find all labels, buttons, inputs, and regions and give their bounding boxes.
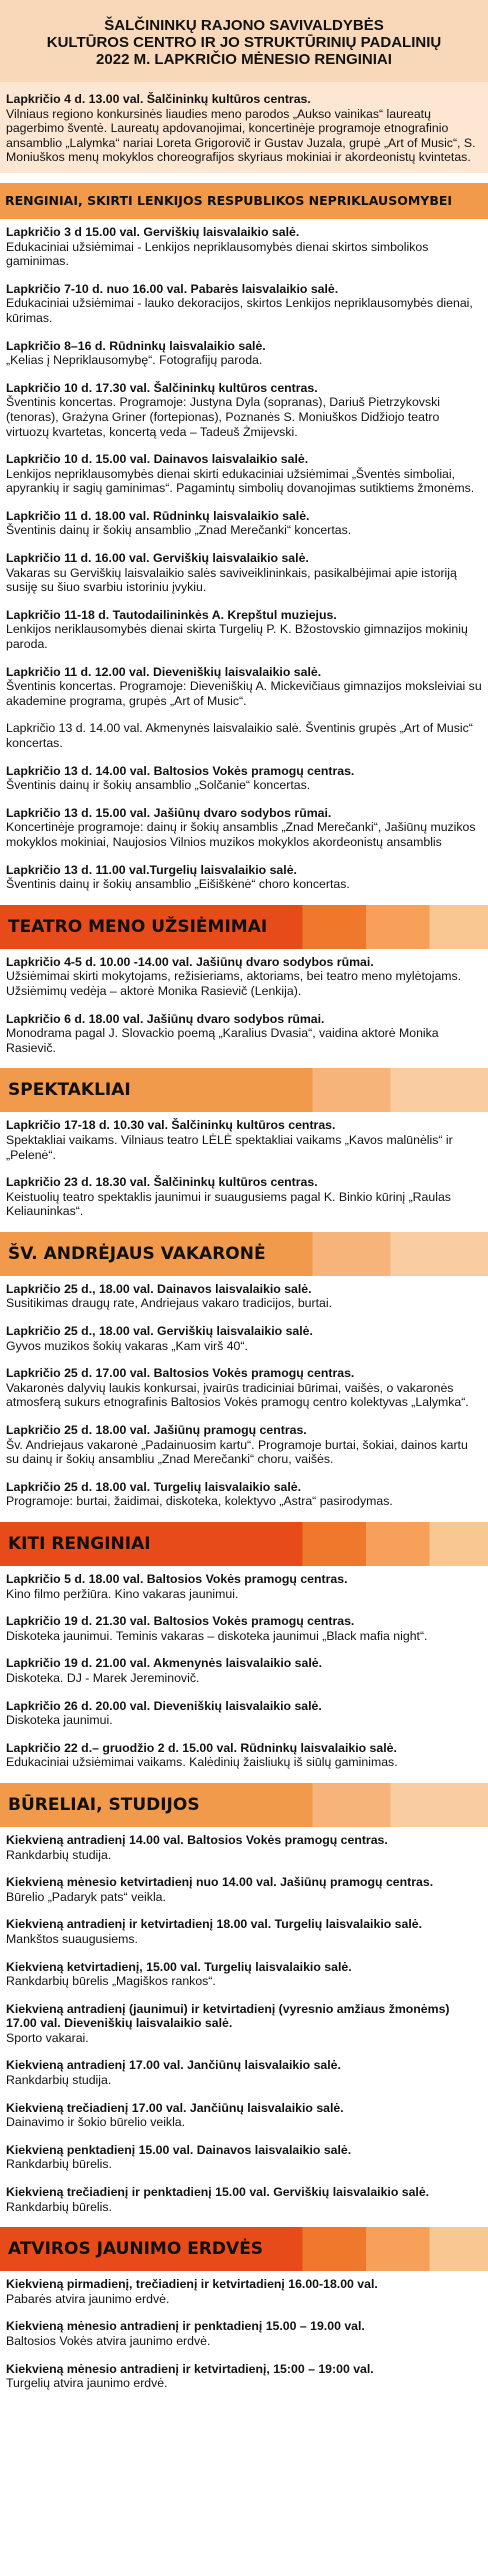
entry-description: Šventinis koncertas. Programoje: Justyna Dyla (sopranas), Dariuš Pietrzykovski (tenoras), Grażyna Griner (fortepionas), Poznanės S. Moniuškos Didžiojo teatro virtuozų kvartetas, koncertą veda – Tadeuš Żmijevski.: [6, 395, 440, 439]
event-entry: [6, 2101, 482, 2130]
intro-entry: [0, 82, 488, 173]
entry-date-venue: Kiekvieną penktadienį 15.00 val. Dainavos laisvalaikio salė.: [6, 2142, 352, 2157]
entry-date-venue: Lapkričio 8–16 d. Rūdninkų laisvalaikio salė.: [6, 338, 266, 353]
section-heading: ŠV. ANDRĖJAUS VAKARONĖ: [8, 1243, 266, 1264]
entry-description: Vakaronės dalyvių laukis konkursai, įvairūs tradiciniai būrimai, vaišės, o vakaronės atmosferą sukurs etnografinis Baltosios Vokės pramogų centro kolektyvas „Lalymka“.: [6, 1380, 469, 1410]
event-entry: [6, 2319, 482, 2348]
entry-description: Vakaras su Gerviškių laisvalaikio salės saviveiklininkais, pasikalbėjimai apie istoriją susiję su šiuo svarbiu istoriniu įvykiu.: [6, 565, 457, 595]
poster-title-box: [0, 0, 488, 82]
event-entry: [6, 721, 482, 750]
event-entry: [6, 1741, 482, 1770]
entry-description: Gyvos muzikos šokių vakaras „Kam virš 40“.: [6, 1338, 248, 1353]
entry-date-venue: Lapkričio 3 d 15.00 val. Gerviškių laisvalaikio salė.: [6, 224, 300, 239]
entry-description: Keistuolių teatro spektaklis jaunimui ir suaugusiems pagal K. Binkio kūrinį „Raulas Keliauninkas“.: [6, 1189, 451, 1219]
event-entry: [6, 1282, 482, 1311]
event-entry: [6, 1656, 482, 1685]
entry-description: Monodrama pagal J. Slovackio poemą „Karalius Dvasia“, vaidina aktorė Monika Rasievič.: [6, 1026, 439, 1055]
entry-description: Rankdarbių būrelis „Magiškos rankos“.: [6, 1974, 216, 1989]
entry-date-venue: Lapkričio 13 d. 15.00 val. Jašiūnų dvaro sodybos rūmai.: [6, 805, 332, 820]
entry-date-venue: Kiekvieną antradienį ir ketvirtadienį 18.00 val. Turgelių laisvalaikio salė.: [6, 1917, 423, 1932]
entry-description: Rankdarbių būrelis.: [6, 2199, 112, 2214]
event-entry: [6, 2058, 482, 2087]
entry-description: Šventinis dainų ir šokių ansamblio „Eišiškėnė“ choro koncertas.: [6, 877, 350, 892]
entry-date-venue: Lapkričio 6 d. 18.00 val. Jašiūnų dvaro sodybos rūmai.: [6, 1011, 325, 1026]
entry-date-venue: Lapkričio 25 d., 18.00 val. Dainavos laisvalaikio salė.: [6, 1281, 312, 1296]
entry-description: Užsiėmimai skirti mokytojams, režisieriams, aktoriams, bei teatro meno mylėtojams. Užsiėmimų vedėja – aktorė Monika Rasievič (Lenkija).: [6, 969, 462, 998]
entry-date-venue: Kiekvieną mėnesio ketvirtadienį nuo 14.00 val. Jašiūnų pramogų centras.: [6, 1875, 434, 1890]
poster-title-line: 2022 M. LAPKRIČIO MĖNESIO RENGINIAI: [96, 50, 392, 68]
entry-description: Spektakliai vaikams. Vilniaus teatro LĖLĖ spektakliai vaikams „Kavos malūnėlis“ ir „Pelenė“.: [6, 1132, 453, 1162]
section-band: [0, 1522, 488, 1566]
section-band: [0, 905, 488, 949]
entry-description: Šventinis dainų ir šokių ansamblio „Znad Merečanki“ koncertas.: [6, 523, 352, 538]
section-entries: [0, 1282, 488, 1509]
entry-description: Edukaciniai užsiėmimai - lauko dekoracijos, skirtos Lenkijos nepriklausomybės dienai, kūrimas.: [6, 296, 473, 325]
entry-description: Diskoteka jaunimui. Teminis vakaras – diskoteka jaunimui „Black mafia night“.: [6, 1628, 428, 1643]
event-entry: [6, 551, 482, 595]
section-heading: RENGINIAI, SKIRTI LENKIJOS RESPUBLIKOS NEPRIKLAUSOMYBEI: [5, 193, 453, 209]
entry-date-venue: Kiekvieną antradienį 17.00 val. Jančiūnų laisvalaikio salė.: [6, 2058, 341, 2073]
entry-date-venue: Kiekvieną mėnesio antradienį ir ketvirtadienį, 15:00 – 19:00 val.: [6, 2361, 374, 2376]
entry-description: Vilniaus regiono konkursinės liaudies meno parodos „Aukso vainikas“ laureatų pagerbimo šventė. Laureatų apdovanojimai, koncertinėje programoje etnografinio ansamblio „Lalymka“ nariai Loreta Grigorovič ir Gustav Juzala, grupė „Art of Music“, S. Moniuškos menų mokyklos choreografijos skyriaus mokiniai ir akordeonistų kvintetas.: [6, 106, 476, 165]
section-entries: [0, 955, 488, 1056]
section-band: [0, 1232, 488, 1276]
entry-date-venue: Lapkričio 25 d. 18.00 val. Jašiūnų pramogų centras.: [6, 1423, 307, 1438]
entry-description: Sporto vakarai.: [6, 2030, 89, 2045]
entry-date-venue: Kiekvieną trečiadienį 17.00 val. Jančiūnų laisvalaikio salė.: [6, 2100, 344, 2115]
event-entry: [6, 1324, 482, 1353]
event-entry: [6, 1118, 482, 1162]
entry-date-venue: Lapkričio 25 d., 18.00 val. Gerviškių laisvalaikio salė.: [6, 1324, 313, 1339]
section-entries: [0, 225, 488, 892]
entry-description: Rankdarbių būrelis.: [6, 2157, 112, 2172]
event-entry: [6, 2002, 482, 2046]
entry-description: Lenkijos nepriklausomybės dienai skirti edukaciniai užsiėmimai „Šventės simboliai, apyrankių ir sagių gaminimas“. Pagamintų simbolių dovanojimas sutiktiems žmonėms.: [6, 466, 475, 496]
entry-date-venue: Lapkričio 13 d. 11.00 val.Turgelių laisvalaikio salė.: [6, 862, 297, 877]
entry-description: Šventinis dainų ir šokių ansamblio „Solčanie“ koncertas.: [6, 778, 311, 793]
entry-date-venue: Kiekvieną pirmadienį, trečiadienį ir ketvirtadienį 16.00-18.00 val.: [6, 2277, 378, 2292]
section-band: [0, 2227, 488, 2271]
event-entry: [6, 452, 482, 496]
poster-title-line: KULTŪROS CENTRO IR JO STRUKTŪRINIŲ PADALINIŲ: [46, 33, 442, 51]
section-band: [0, 1783, 488, 1827]
event-entry: [6, 1960, 482, 1989]
entry-date-venue: Lapkričio 11 d. 16.00 val. Gerviškių laisvalaikio salė.: [6, 551, 309, 566]
event-entry: [6, 339, 482, 368]
event-entry: [6, 2362, 482, 2391]
entry-date-venue: Lapkričio 4 d. 13.00 val. Šalčininkų kultūros centras.: [6, 92, 311, 106]
section-band: [0, 1068, 488, 1112]
entry-description: Lapkričio 13 d. 14.00 val. Akmenynės laisvalaikio salė. Šventinis grupės „Art of Music“ koncertas.: [6, 721, 473, 750]
event-entry: [6, 381, 482, 439]
event-entry: [6, 2185, 482, 2214]
event-entry: [6, 955, 482, 999]
section-heading: BŪRELIAI, STUDIJOS: [8, 1794, 200, 1815]
entry-date-venue: Lapkričio 19 d. 21.30 val. Baltosios Vokės pramogų centras.: [6, 1614, 355, 1629]
entry-date-venue: Lapkričio 11 d. 12.00 val. Dieveniškių laisvalaikio salė.: [6, 664, 322, 679]
entry-description: Pabarės atvira jaunimo erdvė.: [6, 2291, 170, 2306]
event-entry: [6, 863, 482, 892]
entry-date-venue: Kiekvieną trečiadienį ir penktadienį 15.00 val. Gerviškių laisvalaikio salė.: [6, 2185, 430, 2200]
entry-date-venue: Lapkričio 19 d. 21.00 val. Akmenynės laisvalaikio salė.: [6, 1656, 323, 1671]
section-entries: [0, 1118, 488, 1219]
section-heading: ATVIROS JAUNIMO ERDVĖS: [8, 2239, 264, 2260]
event-entry: [6, 608, 482, 652]
entry-description: Baltosios Vokės atvira jaunimo erdvė.: [6, 2334, 211, 2348]
event-entry: [6, 1572, 482, 1601]
event-entry: [6, 225, 482, 269]
event-entry: [6, 1423, 482, 1467]
entry-description: Koncertinėje programoje: dainų ir šokių ansamblis „Znad Merečanki“, Jašiūnų muzikos mokyklos mokiniai, Naujosios Vilnios muzikos mokyklos akordeonistų ansamblis: [6, 820, 476, 849]
entry-date-venue: Lapkričio 23 d. 18.30 val. Šalčininkų kultūros centras.: [6, 1175, 318, 1190]
event-entry: [6, 1614, 482, 1643]
entry-description: „Kelias į Nepriklausomybę“. Fotografijų paroda.: [6, 353, 263, 368]
event-entry: [6, 2143, 482, 2172]
section-heading: KITI RENGINIAI: [8, 1534, 151, 1554]
section-entries: [0, 2277, 488, 2391]
entry-date-venue: Lapkričio 13 d. 14.00 val. Baltosios Vokės pramogų centras.: [6, 763, 355, 778]
section-entries: [0, 1833, 488, 2214]
event-entry: [6, 1175, 482, 1219]
entry-date-venue: Kiekvieną antradienį (jaunimui) ir ketvirtadienį (vyresnio amžiaus žmonėms) 17.00 val. Dieveniškių laisvalaikio salė.: [6, 2001, 450, 2031]
entry-date-venue: Lapkričio 10 d. 15.00 val. Dainavos laisvalaikio salė.: [6, 452, 309, 467]
event-entry: [6, 1366, 482, 1410]
entry-date-venue: Lapkričio 11 d. 18.00 val. Rūdninkų laisvalaikio salė.: [6, 508, 310, 523]
entry-description: Programoje: burtai, žaidimai, diskoteka, kolektyvo „Astra“ pasirodymas.: [6, 1494, 393, 1509]
entry-description: Edukaciniai užsiėmimai vaikams. Kalėdinių žaisliukų iš siūlų gaminimas.: [6, 1755, 398, 1770]
event-entry: [6, 1480, 482, 1509]
event-entry: [6, 806, 482, 850]
entry-description: Rankdarbių studija.: [6, 1847, 112, 1862]
event-entry: [6, 1917, 482, 1946]
entry-date-venue: Lapkričio 11-18 d. Tautodailininkės A. Krepštul muziejus.: [6, 607, 337, 622]
event-entry: [6, 509, 482, 538]
section-heading: SPEKTAKLIAI: [8, 1080, 131, 1101]
event-entry: [6, 1012, 482, 1056]
entry-date-venue: Lapkričio 5 d. 18.00 val. Baltosios Vokės pramogų centras.: [6, 1572, 348, 1586]
entry-date-venue: Lapkričio 22 d.– gruodžio 2 d. 15.00 val. Rūdninkų laisvalaikio salė.: [6, 1740, 397, 1755]
section-heading: TEATRO MENO UŽSIĖMIMAI: [8, 916, 268, 937]
entry-description: Turgelių atvira jaunimo erdvė.: [6, 2376, 168, 2391]
entry-description: Mankštos suaugusiems.: [6, 1931, 138, 1946]
entry-description: Būrelio „Padaryk pats“ veikla.: [6, 1889, 166, 1904]
entry-date-venue: Lapkričio 10 d. 17.30 val. Šalčininkų kultūros centras.: [6, 380, 318, 395]
entry-description: Diskoteka jaunimui.: [6, 1713, 113, 1728]
entry-date-venue: Kiekvieną mėnesio antradienį ir penktadienį 15.00 – 19.00 val.: [6, 2319, 365, 2334]
entry-date-venue: Lapkričio 7-10 d. nuo 16.00 val. Pabarės laisvalaikio salė.: [6, 281, 339, 296]
entry-description: Susitikimas draugų rate, Andriejaus vakaro tradicijos, burtai.: [6, 1296, 333, 1311]
entry-date-venue: Kiekvieną antradienį 14.00 val. Baltosios Vokės pramogų centras.: [6, 1832, 388, 1847]
entry-date-venue: Kiekvieną ketvirtadienį, 15.00 val. Turgelių laisvalaikio salė.: [6, 1959, 352, 1974]
entry-date-venue: Lapkričio 25 d. 17.00 val. Baltosios Vokės pramogų centras.: [6, 1366, 355, 1381]
entry-description: Lenkijos neriklausomybės dienai skirta Turgelių P. K. Bžostovskio gimnazijos mokinių paroda.: [6, 622, 468, 652]
event-entry: [6, 282, 482, 326]
entry-description: Kino filmo peržiūra. Kino vakaras jaunimui.: [6, 1586, 239, 1601]
event-entry: [6, 1875, 482, 1904]
entry-date-venue: Lapkričio 25 d. 18.00 val. Turgelių laisvalaikio salė.: [6, 1479, 302, 1494]
event-entry: [6, 665, 482, 709]
event-entry: [6, 1699, 482, 1728]
section-band: [0, 183, 488, 219]
entry-description: Edukaciniai užsiėmimai - Lenkijos nepriklausomybės dienai skirtos simbolikos gaminimas.: [6, 239, 429, 269]
entry-description: Dainavimo ir šokio būrelio veikla.: [6, 2115, 186, 2130]
entry-date-venue: Lapkričio 26 d. 20.00 val. Dieveniškių laisvalaikio salė.: [6, 1698, 322, 1713]
entry-description: Šv. Andriejaus vakaronė „Padainuosim kartu“. Programoje burtai, šokiai, dainos kartu su dainų ir šokių ansambliu „Znad Merečanki“ choru, vaišės.: [6, 1437, 468, 1467]
event-entry: [6, 1833, 482, 1862]
entry-date-venue: Lapkričio 4-5 d. 10.00 -14.00 val. Jašiūnų dvaro sodybos rūmai.: [6, 954, 374, 969]
poster-title-line: ŠALČININKŲ RAJONO SAVIVALDYBĖS: [104, 16, 384, 34]
event-entry: [6, 2277, 482, 2306]
entry-description: Rankdarbių studija.: [6, 2073, 112, 2088]
section-entries: [0, 1572, 488, 1770]
entry-date-venue: Lapkričio 17-18 d. 10.30 val. Šalčininkų kultūros centras.: [6, 1118, 336, 1133]
event-entry: [6, 764, 482, 793]
entry-description: Šventinis koncertas. Programoje: Dieveniškių A. Mickevičiaus gimnazijos moksleiviai su akademine programa, grupės „Art of Music“.: [6, 679, 482, 708]
entry-description: Diskoteka. DJ - Marek Jereminovič.: [6, 1670, 200, 1685]
